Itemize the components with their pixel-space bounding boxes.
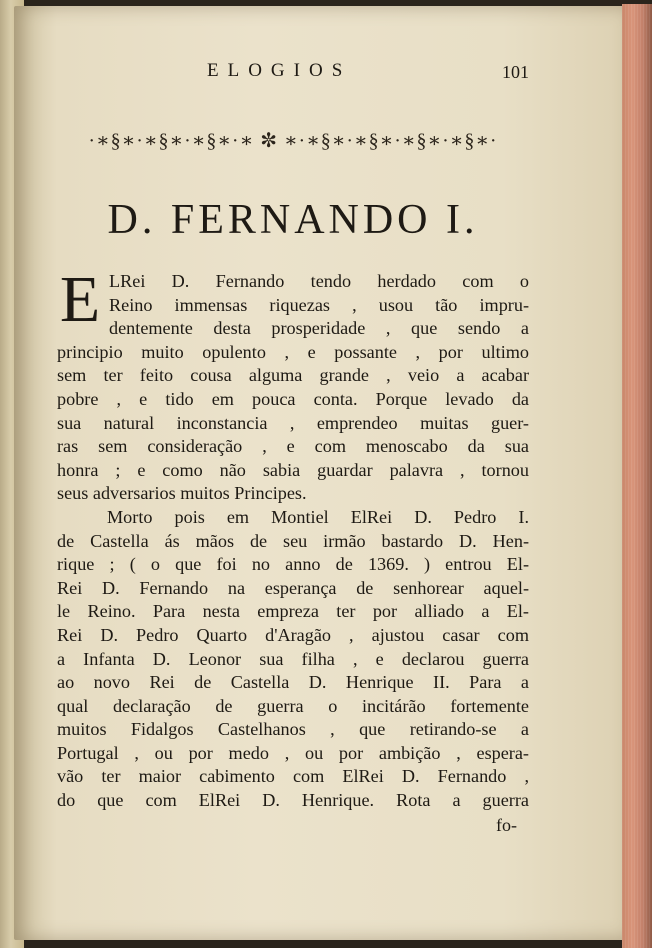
running-head-title: ELOGIOS: [207, 60, 352, 81]
page-number: 101: [502, 62, 529, 82]
catchword: fo-: [496, 814, 517, 835]
text-line: rique ; ( o que foi no anno de 1369. ) entrou El-: [57, 554, 529, 575]
drop-cap: E: [59, 263, 101, 336]
text-line: vão ter maior cabimento com ElRei D. Fernando ,: [57, 766, 529, 787]
text-line: LRei D. Fernando tendo herdado com o: [109, 271, 529, 291]
page-block-edge: [622, 4, 652, 948]
ornament-rule: ·∗§∗·∗§∗·∗§∗·∗ ✼ ∗·∗§∗·∗§∗·∗§∗·∗§∗·: [88, 130, 498, 152]
text-line: Morto pois em Montiel ElRei D. Pedro I.: [107, 506, 529, 527]
text-line: de Castella ás mãos de seu irmão bastardo D. Hen-: [57, 530, 529, 551]
text-line: principio muito opulento , e possante , por ultimo: [57, 341, 529, 362]
text-line: qual declaração de guerra o incitárão fortemente: [57, 695, 529, 716]
text-line: pobre , e tido em pouca conta. Porque levado da: [57, 388, 529, 409]
page-content: [57, 56, 529, 836]
text-line: sua natural inconstancia , emprendeo muitas guer-: [57, 412, 529, 433]
body-text: [57, 263, 529, 813]
text-line: muitos Fidalgos Castelhanos , que retirando-se a: [57, 719, 529, 740]
text-line: ras sem consideração , e com menoscabo da sua: [57, 436, 529, 457]
text-line: Rei D. Fernando na esperança de senhorear aquel-: [57, 577, 529, 598]
text-line: sem ter feito cousa alguma grande , veio a acabar: [57, 365, 529, 386]
text-line: do que com ElRei D. Henrique. Rota a guerra: [57, 790, 529, 811]
running-head: [57, 56, 529, 86]
text-line: Reino immensas riquezas , usou tão impru-: [109, 294, 529, 315]
text-line: seus adversarios muitos Principes.: [57, 483, 307, 504]
text-line: Portugal , ou por medo , ou por ambição , espera-: [57, 742, 529, 763]
chapter-title: D. FERNANDO I.: [107, 197, 479, 243]
text-line: le Reino. Para nesta empreza ter por alliado a El-: [57, 601, 529, 622]
text-line: honra ; e como não sabia guardar palavra , tornou: [57, 459, 529, 480]
text-line: dentemente desta prosperidade , que sendo a: [109, 318, 529, 339]
text-line: Rei D. Pedro Quarto d'Aragão , ajustou casar com: [57, 624, 529, 645]
text-line: ao novo Rei de Castella D. Henrique II. Para a: [57, 672, 529, 693]
text-line: a Infanta D. Leonor sua filha , e declarou guerra: [57, 648, 529, 669]
